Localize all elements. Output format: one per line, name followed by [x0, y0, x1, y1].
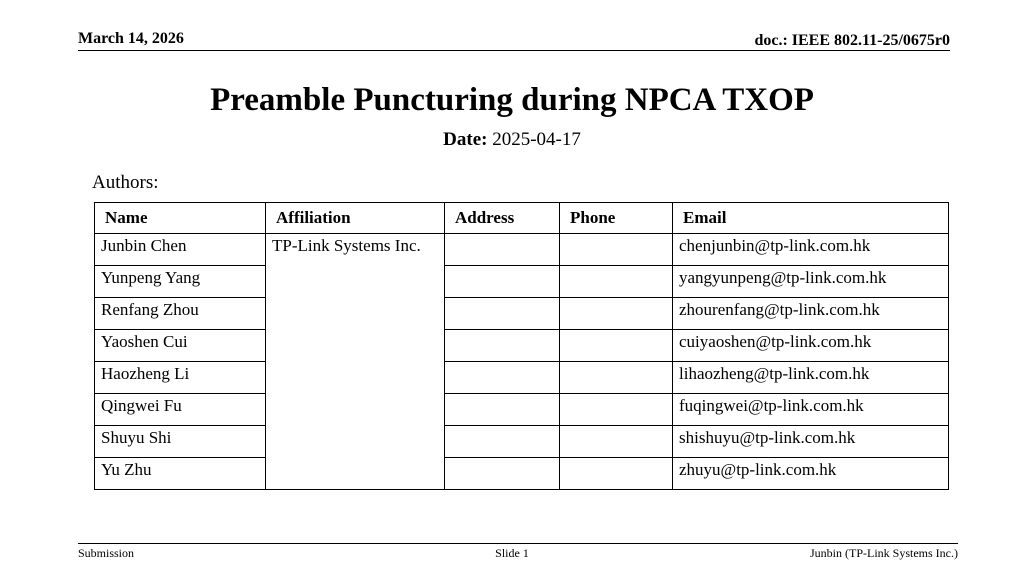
author-address: [445, 298, 560, 330]
table-row: [95, 298, 949, 330]
table-row: [95, 234, 949, 266]
header-doc-id: doc.: IEEE 802.11-25/0675r0: [754, 32, 950, 49]
author-email: zhourenfang@tp-link.com.hk: [673, 298, 949, 330]
author-phone: [560, 266, 673, 298]
authors-label: Authors:: [92, 172, 159, 193]
author-email: yangyunpeng@tp-link.com.hk: [673, 266, 949, 298]
author-phone: [560, 426, 673, 458]
author-email: zhuyu@tp-link.com.hk: [673, 458, 949, 490]
author-phone: [560, 394, 673, 426]
header-divider: [78, 50, 950, 51]
author-address: [445, 330, 560, 362]
header-address: Address: [445, 203, 560, 234]
header-email: Email: [673, 203, 949, 234]
slide-title: Preamble Puncturing during NPCA TXOP: [210, 82, 814, 118]
author-name: Yunpeng Yang: [95, 266, 266, 298]
author-email: lihaozheng@tp-link.com.hk: [673, 362, 949, 394]
footer-slide-number: Slide 1: [495, 546, 529, 560]
author-address: [445, 426, 560, 458]
author-address: [445, 394, 560, 426]
author-name: Yu Zhu: [95, 458, 266, 490]
author-name: Junbin Chen: [95, 234, 266, 266]
author-address: [445, 362, 560, 394]
header-date: March 14, 2026: [78, 30, 184, 47]
author-name: Haozheng Li: [95, 362, 266, 394]
author-email: shishuyu@tp-link.com.hk: [673, 426, 949, 458]
author-phone: [560, 362, 673, 394]
author-name: Qingwei Fu: [95, 394, 266, 426]
author-address: [445, 266, 560, 298]
footer-submission: Submission: [78, 546, 135, 560]
header-phone: Phone: [560, 203, 673, 234]
header-affiliation: Affiliation: [266, 203, 445, 234]
author-phone: [560, 298, 673, 330]
header-name: Name: [95, 203, 266, 234]
author-name: Yaoshen Cui: [95, 330, 266, 362]
author-phone: [560, 330, 673, 362]
author-email: chenjunbin@tp-link.com.hk: [673, 234, 949, 266]
date-line: [0, 129, 1024, 151]
table-row: [95, 266, 949, 298]
author-address: [445, 234, 560, 266]
table-row: [95, 394, 949, 426]
table-row: [95, 426, 949, 458]
author-phone: [560, 234, 673, 266]
date-label: Date:: [443, 129, 488, 150]
author-email: cuiyaoshen@tp-link.com.hk: [673, 330, 949, 362]
authors-table: [94, 202, 949, 490]
footer-divider: [78, 543, 958, 544]
table-row: [95, 330, 949, 362]
table-header-row: [95, 203, 949, 234]
table-row: [95, 362, 949, 394]
author-email: fuqingwei@tp-link.com.hk: [673, 394, 949, 426]
date-value: 2025-04-17: [492, 129, 581, 150]
author-address: [445, 458, 560, 490]
author-affiliation: TP-Link Systems Inc.: [266, 234, 445, 490]
author-name: Shuyu Shi: [95, 426, 266, 458]
table-row: [95, 458, 949, 490]
author-name: Renfang Zhou: [95, 298, 266, 330]
author-phone: [560, 458, 673, 490]
footer-author: Junbin (TP-Link Systems Inc.): [810, 546, 958, 560]
